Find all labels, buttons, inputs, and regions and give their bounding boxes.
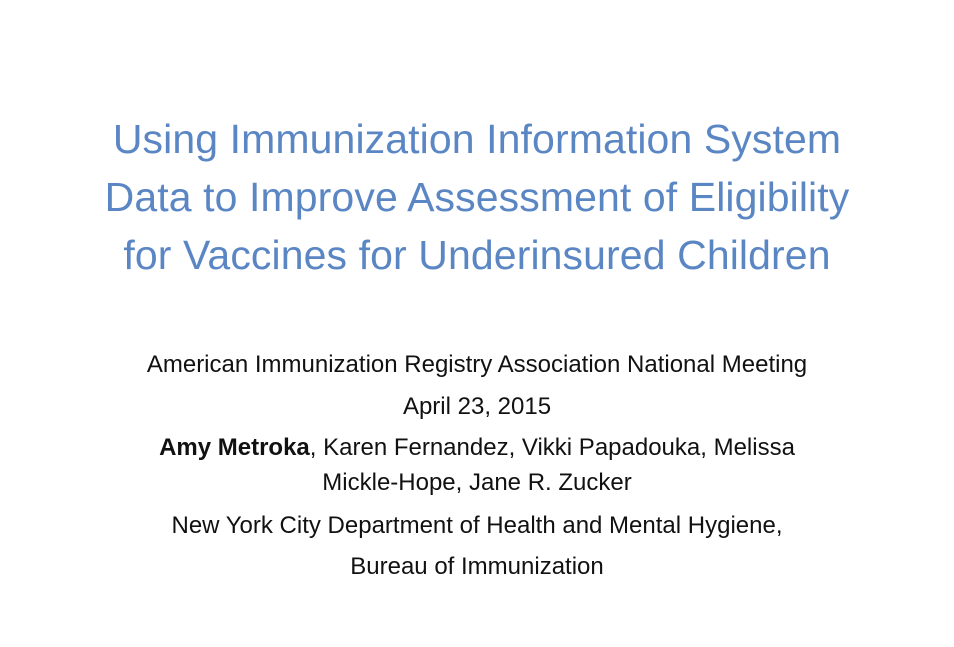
slide-title [20,110,934,284]
authors-line-2: Mickle-Hope, Jane R. Zucker [322,469,632,496]
authors-line-1 [20,431,934,465]
meeting-date: April 23, 2015 [402,393,552,420]
co-authors-part-1: , Karen Fernandez, Vikki Papadouka, Melissa [309,434,795,461]
lead-author: Amy Metroka [159,434,310,461]
slide-title-line-1: Using Immunization Information System [112,116,842,162]
organization-line-2: Bureau of Immunization [350,553,604,580]
meeting-name: American Immunization Registry Association National Meeting [146,351,808,378]
slide-title-line-3: for Vaccines for Underinsured Children [123,232,831,278]
organization-line-1: New York City Department of Health and Mental Hygiene, [171,512,783,539]
slide-title-line-2: Data to Improve Assessment of Eligibility [104,174,850,220]
